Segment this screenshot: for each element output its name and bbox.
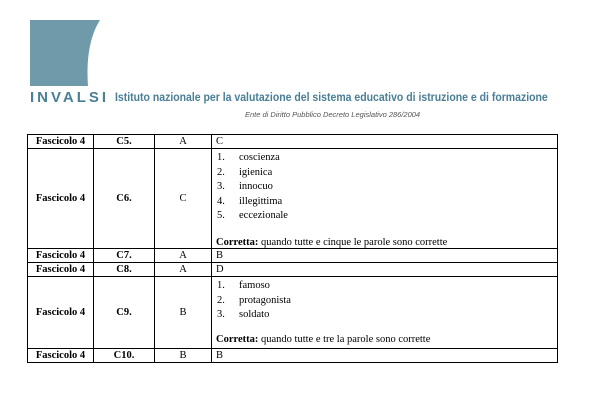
detail-cell: B: [216, 250, 224, 261]
list-item: 1. coscienza: [217, 152, 280, 163]
list-item: 2. protagonista: [217, 294, 291, 306]
institute-header: [30, 88, 586, 110]
word-list: [216, 151, 557, 224]
item-cell: C10.: [94, 349, 155, 362]
answer-key-table: [27, 134, 558, 363]
correct-note: [216, 333, 557, 346]
table-row: [27, 277, 558, 349]
table-row: [27, 249, 558, 263]
correct-note: [216, 236, 557, 249]
fascicolo-cell: Fascicolo 4: [28, 135, 94, 148]
table-row: [27, 349, 558, 363]
list-item: 2. igienica: [217, 166, 273, 178]
note-label: Corretta:: [216, 236, 259, 248]
item-cell: C7.: [94, 249, 155, 262]
answer-cell: B: [155, 349, 212, 362]
note-text: quando tutte e cinque le parole sono corrette: [258, 236, 448, 248]
institute-name: Istituto nazionale per la valutazione del sistema educativo di istruzione e di formazione: [115, 90, 548, 105]
item-cell: C8.: [94, 263, 155, 276]
note-label: Corretta:: [216, 333, 259, 345]
table-row: [27, 134, 558, 149]
list-item: 3. innocuo: [217, 181, 273, 192]
answer-cell: A: [155, 249, 212, 262]
fascicolo-cell: Fascicolo 4: [28, 149, 94, 248]
list-item: 5. eccezionale: [217, 210, 288, 221]
answer-cell: A: [155, 135, 212, 148]
answer-cell: A: [155, 263, 212, 276]
table-row: [27, 263, 558, 277]
item-cell: C9.: [94, 277, 155, 348]
invalsi-logo: [28, 18, 102, 88]
detail-cell: D: [216, 264, 224, 275]
fascicolo-cell: Fascicolo 4: [28, 277, 94, 348]
list-item: 1. famoso: [217, 280, 270, 291]
fascicolo-cell: Fascicolo 4: [28, 249, 94, 262]
list-item: 3. soldato: [217, 309, 270, 320]
institute-subtitle: Ente di Diritto Pubblico Decreto Legislativo 286/2004: [245, 110, 421, 119]
answer-cell: C: [155, 149, 212, 248]
detail-cell: [212, 149, 557, 248]
answer-cell: B: [155, 277, 212, 348]
logo-acronym: INVALSI: [30, 88, 110, 106]
detail-cell: B: [216, 350, 224, 361]
fascicolo-cell: Fascicolo 4: [28, 263, 94, 276]
table-row: [27, 149, 558, 249]
item-cell: C5.: [94, 135, 155, 148]
fascicolo-cell: Fascicolo 4: [28, 349, 94, 362]
detail-cell: [212, 277, 557, 348]
list-item: 4. illegittima: [217, 195, 283, 207]
note-text: quando tutte e tre la parole sono corrette: [258, 333, 431, 345]
detail-cell: C: [216, 136, 224, 147]
word-list: [216, 279, 557, 323]
item-cell: C6.: [94, 149, 155, 248]
